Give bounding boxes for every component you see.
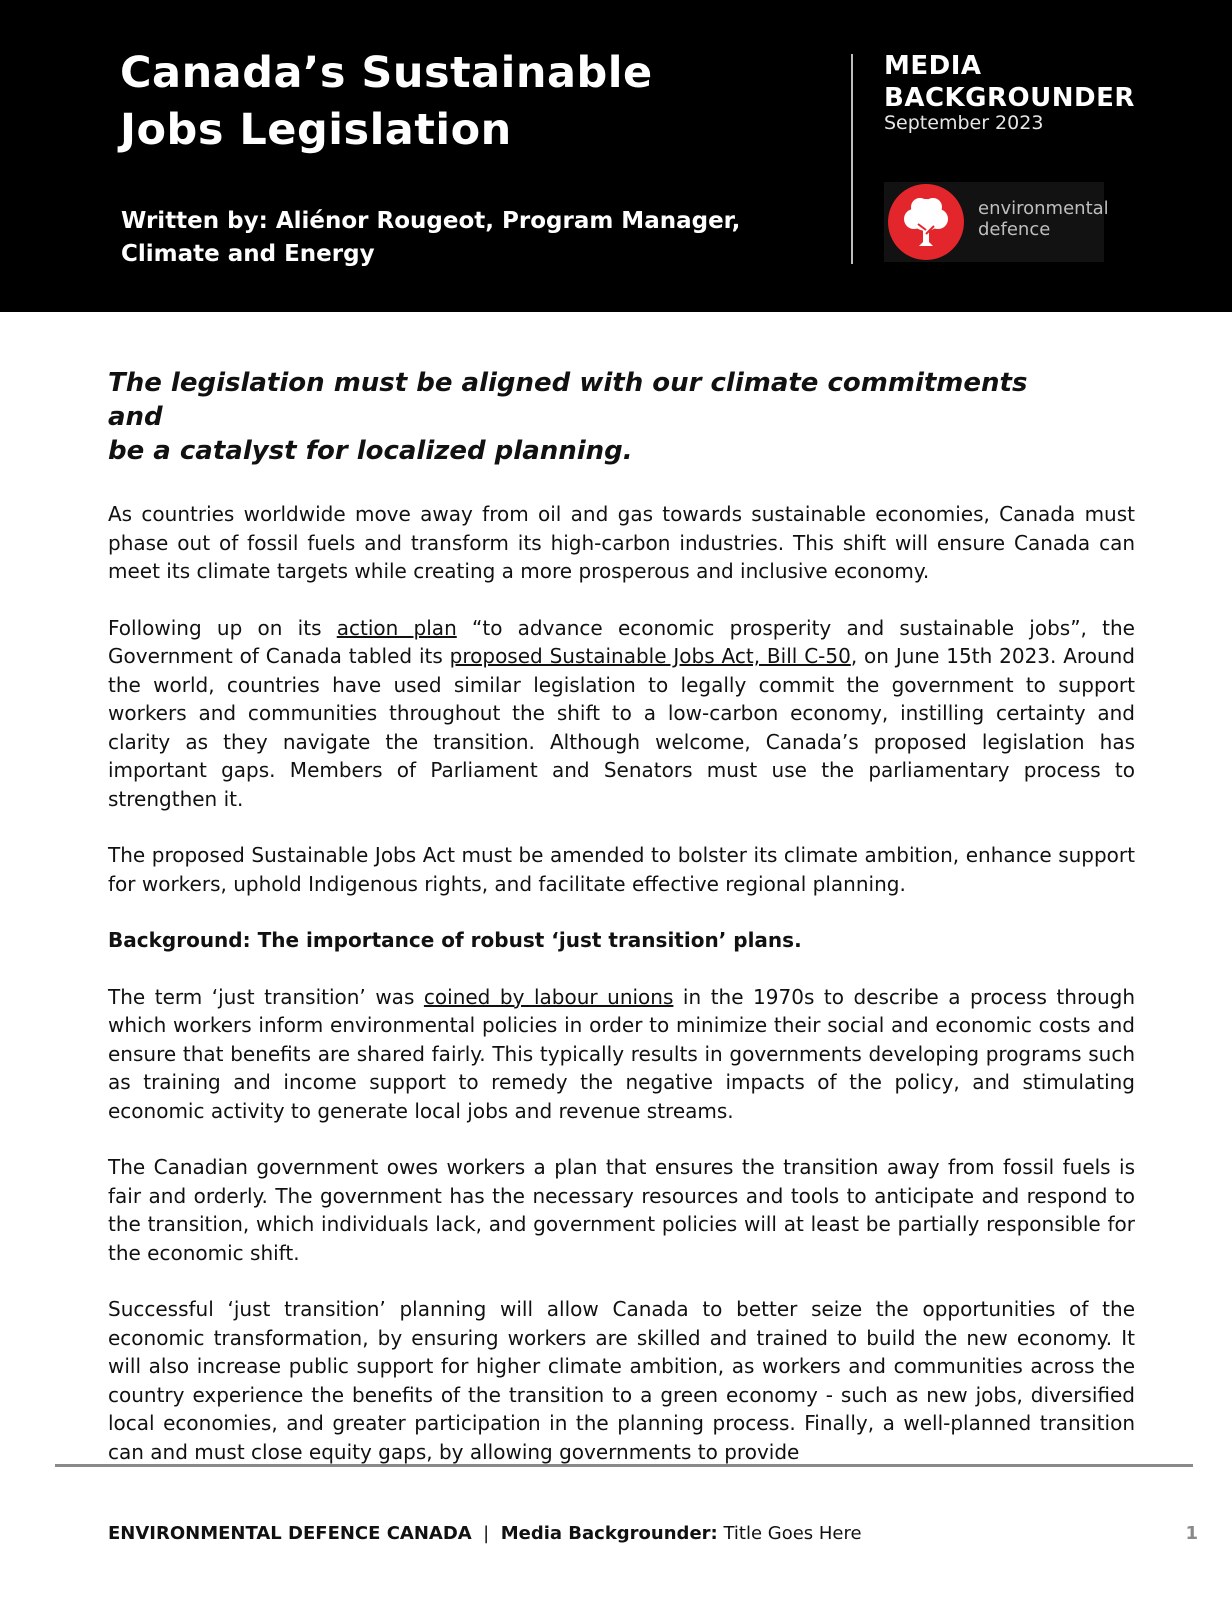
footer-doc-title: Title Goes Here	[723, 1523, 862, 1544]
paragraph-amendments: The proposed Sustainable Jobs Act must be amended to bolster its climate ambition, enhance support for workers, uphold Indigenous rights, and facilitate effective regional planning.	[108, 843, 1135, 896]
tree-logo-icon	[888, 184, 964, 260]
paragraph-action-plan: Following up on its action plan “to advance economic prosperity and sustainable jobs”, the Government of Canada tabled its proposed Sustainable Jobs Act, Bill C-50, on June 15th 2023. Around the world, countries have used similar legislation to legally commit the government to support workers and communities throughout the shift to a low-carbon economy, instilling certainty and clarity as they navigate the transition. Although welcome, Canada’s proposed legislation has important gaps. Members of Parliament and Senators must use the parliamentary process to strengthen it.	[108, 615, 1135, 811]
footer-doc-label: Media Backgrounder:	[500, 1523, 718, 1544]
page-footer	[108, 1522, 1198, 1546]
paragraph-government-owes: The Canadian government owes workers a plan that ensures the transition away from fossil fuels is fair and orderly. The government has the necessary resources and tools to anticipate and respond to the transition, which individuals lack, and government policies will at least be partially responsible for the economic shift.	[108, 1155, 1135, 1265]
lead-line-2: be a catalyst for localized planning.	[108, 436, 633, 466]
environmental-defence-logo	[884, 182, 1109, 262]
document-title	[120, 45, 800, 159]
document-body	[108, 366, 1135, 1466]
author-byline	[121, 205, 841, 271]
section-heading-background: Background: The importance of robust ‘just transition’ plans.	[108, 928, 802, 952]
lead-line-1: The legislation must be aligned with our climate commitments and	[108, 368, 1028, 432]
logo-wordmark: environmental defence	[978, 198, 1109, 240]
byline-line-1: Written by: Aliénor Rougeot, Program Manager,	[121, 208, 741, 234]
paragraph-just-transition-term: The term ‘just transition’ was coined by labour unions in the 1970s to describe a process through which workers inform environmental policies in order to minimize their social and economic costs and ensure that benefits are shared fairly. This typically results in governments developing programs such as training and income support to remedy the negative impacts of the policy, and stimulating economic activity to generate local jobs and revenue streams.	[108, 984, 1136, 1123]
page-number: 1	[1185, 1523, 1198, 1544]
doc-type-line-2: BACKGROUNDER	[884, 83, 1135, 113]
header-banner	[0, 0, 1232, 312]
footer-organization: ENVIRONMENTAL DEFENCE CANADA	[108, 1523, 472, 1544]
document-type	[884, 50, 1214, 114]
byline-line-2: Climate and Energy	[121, 241, 375, 267]
title-line-2: Jobs Legislation	[120, 105, 512, 155]
paragraph-intro: As countries worldwide move away from oil and gas towards sustainable economies, Canada must phase out of fossil fuels and transform its high-carbon industries. This shift will ensure Canada can meet its climate targets while creating a more prosperous and inclusive economy.	[108, 502, 1135, 583]
action-plan-link[interactable]: action plan	[336, 615, 457, 640]
footer-divider	[55, 1464, 1193, 1467]
document-date: September 2023	[884, 112, 1044, 134]
header-divider	[851, 54, 853, 264]
title-line-1: Canada’s Sustainable	[120, 48, 653, 98]
paragraph-successful-planning: Successful ‘just transition’ planning will allow Canada to better seize the opportunities of the economic transformation, by ensuring workers are skilled and trained to build the new economy. It will also increase public support for higher climate ambition, as workers and communities across the country experience the benefits of the transition to a green economy - such as new jobs, diversified local economies, and greater participation in the planning process. Finally, a well-planned transition can and must close equity gaps, by allowing governments to provide	[108, 1297, 1135, 1464]
doc-type-line-1: MEDIA	[884, 51, 982, 81]
bill-c50-link[interactable]: proposed Sustainable Jobs Act, Bill C-50	[449, 644, 851, 668]
footer-separator: |	[483, 1523, 490, 1544]
lead-statement	[108, 366, 1068, 468]
labour-unions-link[interactable]: coined by labour unions	[423, 984, 674, 1009]
